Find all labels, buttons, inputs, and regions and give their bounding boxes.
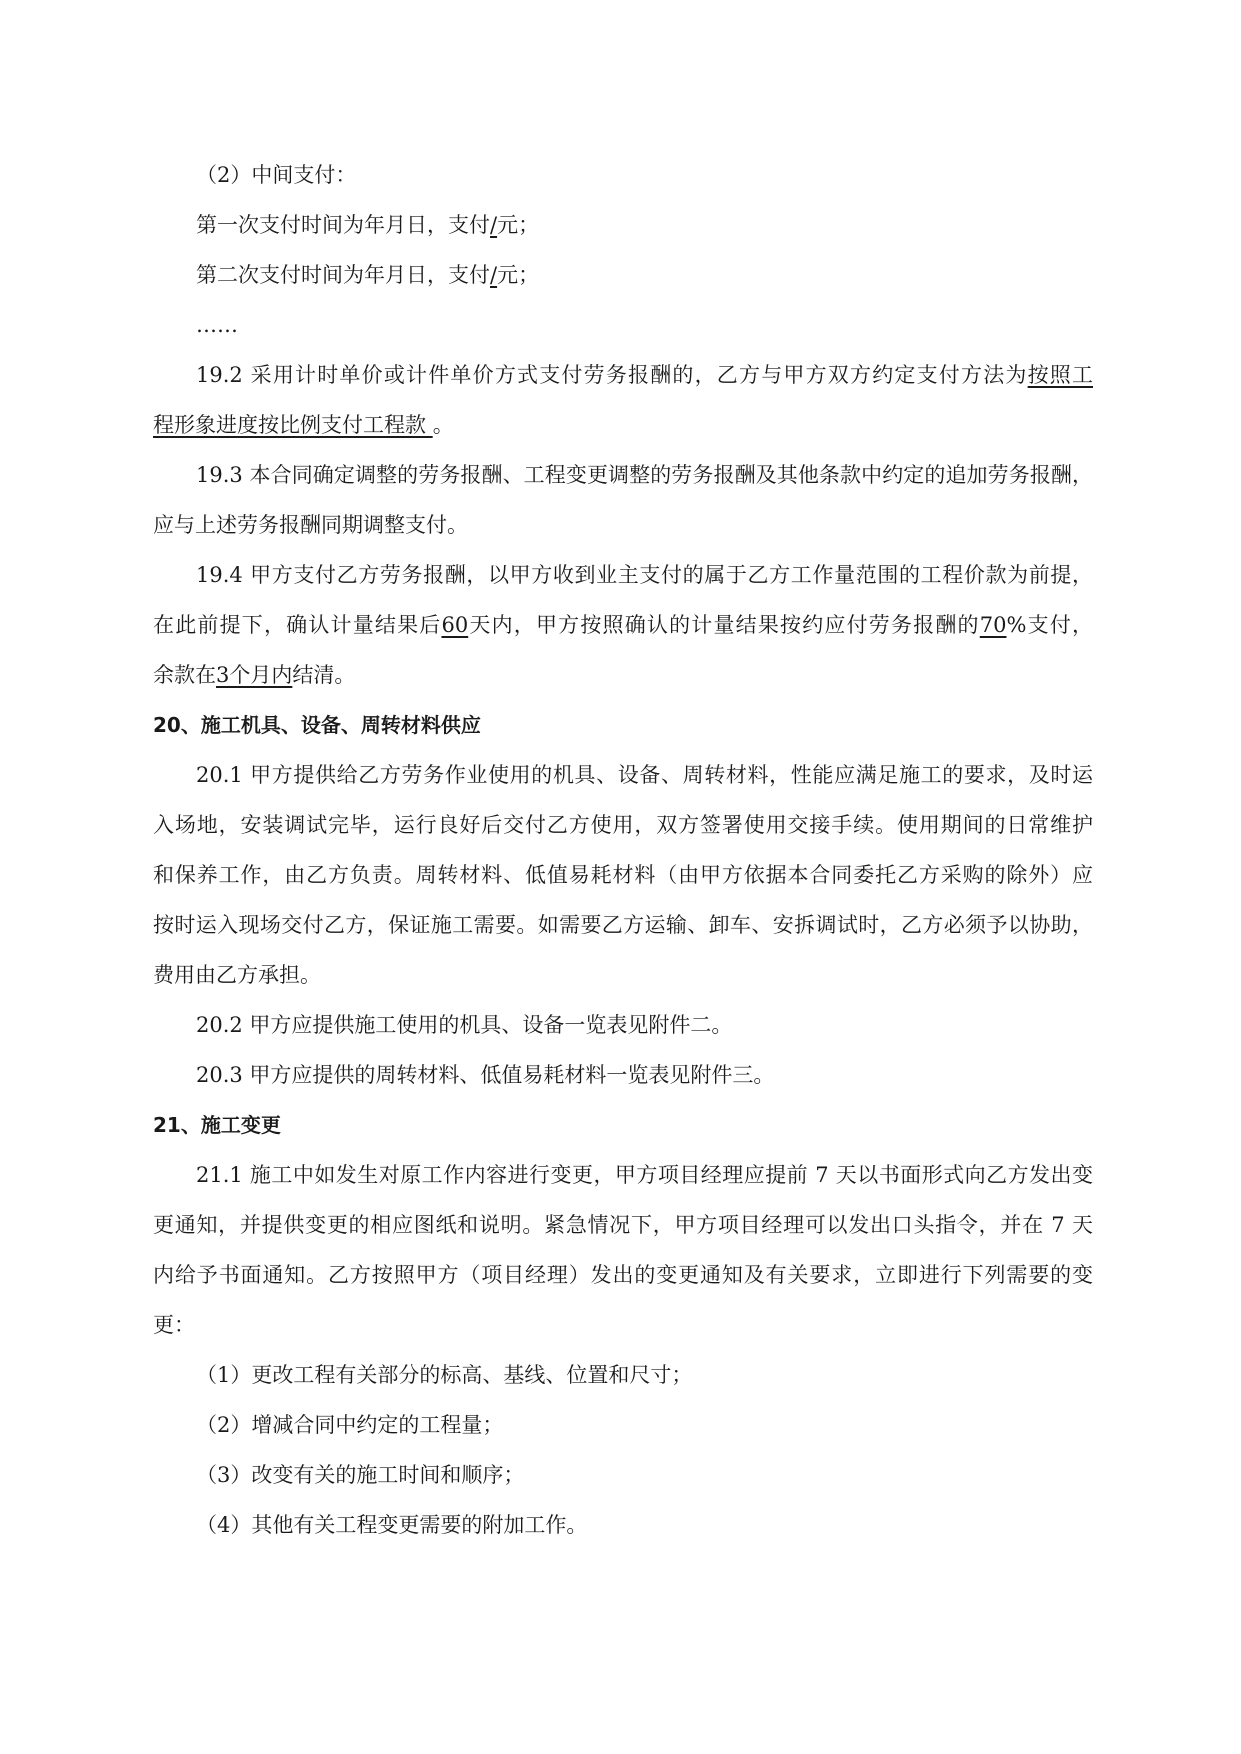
clause-19-4-text-e: 结清。 (292, 663, 356, 687)
second-payment-line (196, 260, 1136, 290)
clause-19-2-line-1 (196, 360, 1093, 390)
clause-19-2-end: 。 (432, 413, 454, 437)
mid-payment-title: （2）中间支付： (196, 163, 357, 187)
clause-19-2-method-part2: 程形象进度按比例支付工程款 (153, 413, 433, 437)
clause-19-3-line-2: 应与上述劳务报酬同期调整支付。 (153, 513, 468, 537)
section-21-heading: 21、施工变更 (153, 1113, 281, 1137)
change-item-1: （1）更改工程有关部分的标高、基线、位置和尺寸； (196, 1363, 693, 1387)
clause-19-4-percent: 70 (979, 613, 1007, 637)
clause-19-2-text: 19.2 采用计时单价或计件单价方式支付劳务报酬的，乙方与甲方双方约定支付方法为 (196, 363, 1028, 387)
first-payment-amount: / (490, 213, 498, 237)
first-payment-unit: 元； (497, 213, 540, 237)
clause-21-1-line-2: 更通知，并提供变更的相应图纸和说明。紧急情况下，甲方项目经理可以发出口头指令，并在 7 天 (153, 1213, 1093, 1237)
clause-21-1-line-4: 更： (153, 1313, 195, 1337)
clause-19-4-text-b: 天内，甲方按照确认的计量结果按约应付劳务报酬的 (468, 613, 980, 637)
ellipsis: …… (196, 313, 238, 337)
section-20-heading: 20、施工机具、设备、周转材料供应 (153, 713, 481, 737)
clause-20-1-line-1: 20.1 甲方提供给乙方劳务作业使用的机具、设备、周转材料，性能应满足施工的要求，及时运 (196, 763, 1093, 787)
clause-19-4-days: 60 (441, 613, 469, 637)
clause-21-1-line-1: 21.1 施工中如发生对原工作内容进行变更，甲方项目经理应提前 7 天以书面形式向乙方发出变 (196, 1163, 1093, 1187)
clause-19-4-text-c: %支付， (1006, 613, 1094, 637)
clause-19-3-line-1: 19.3 本合同确定调整的劳务报酬、工程变更调整的劳务报酬及其他条款中约定的追加劳务报酬， (196, 463, 1093, 487)
second-payment-amount: / (490, 263, 498, 287)
clause-20-1-line-2: 入场地，安装调试完毕，运行良好后交付乙方使用，双方签署使用交接手续。使用期间的日常维护 (153, 813, 1093, 837)
clause-19-4-line-3 (153, 660, 1093, 690)
clause-21-1-line-3: 内给予书面通知。乙方按照甲方（项目经理）发出的变更通知及有关要求，立即进行下列需要的变 (153, 1263, 1093, 1287)
clause-20-1-line-4: 按时运入现场交付乙方，保证施工需要。如需要乙方运输、卸车、安拆调试时，乙方必须予以协助， (153, 913, 1093, 937)
clause-19-4-settle-period: 3个月内 (216, 663, 293, 687)
clause-20-3: 20.3 甲方应提供的周转材料、低值易耗材料一览表见附件三。 (196, 1063, 775, 1087)
clause-20-1-line-3: 和保养工作，由乙方负责。周转材料、低值易耗材料（由甲方依据本合同委托乙方采购的除外）应 (153, 863, 1093, 887)
clause-19-2-method-part1: 按照工 (1027, 363, 1094, 387)
clause-19-4-line-2 (153, 610, 1093, 640)
first-payment-text: 第一次支付时间为年月日，支付 (196, 213, 490, 237)
clause-19-2-line-2 (153, 410, 1093, 440)
change-item-4: （4）其他有关工程变更需要的附加工作。 (196, 1513, 588, 1537)
clause-19-4-text-a: 在此前提下，确认计量结果后 (153, 613, 442, 637)
clause-19-4-line-1: 19.4 甲方支付乙方劳务报酬，以甲方收到业主支付的属于乙方工作量范围的工程价款为前提， (196, 563, 1093, 587)
clause-19-4-text-d: 余款在 (153, 663, 216, 687)
clause-20-2: 20.2 甲方应提供施工使用的机具、设备一览表见附件二。 (196, 1013, 733, 1037)
change-item-3: （3）改变有关的施工时间和顺序； (196, 1463, 525, 1487)
second-payment-text: 第二次支付时间为年月日，支付 (196, 263, 490, 287)
change-item-2: （2）增减合同中约定的工程量； (196, 1413, 504, 1437)
first-payment-line (196, 210, 1136, 240)
second-payment-unit: 元； (497, 263, 540, 287)
clause-20-1-line-5: 费用由乙方承担。 (153, 963, 321, 987)
